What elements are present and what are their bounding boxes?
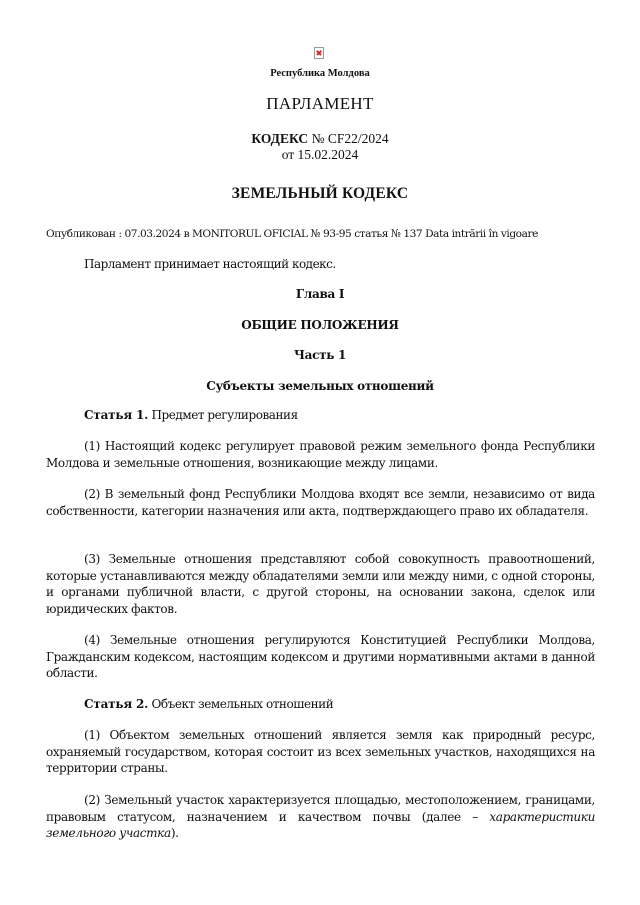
article-2-title: Объект земельных отношений — [151, 697, 334, 711]
article-1-paragraph-2: (2) В земельный фонд Республики Молдова входят все земли, независимо от вида собственности, категории назначения или акта, подтверждающего право их обладателя. — [46, 487, 595, 518]
article-2-paragraph-2-end: ). — [170, 826, 179, 840]
intro-sentence: Парламент принимает настоящий кодекс. — [84, 257, 336, 271]
country-name: Республика Молдова — [270, 68, 370, 79]
article-1-paragraph-4: (4) Земельные отношения регулируются Конституцией Республики Молдова, Гражданским кодексом, настоящим кодексом и другими нормативными актами в данной области. — [46, 633, 595, 680]
article-1-heading — [84, 408, 298, 422]
code-date: от 15.02.2024 — [281, 147, 359, 162]
article-1-title: Предмет регулирования — [151, 408, 298, 422]
code-number: № CF22/2024 — [311, 131, 389, 146]
article-1-label: Статья 1. — [84, 408, 149, 422]
document-title: ЗЕМЕЛЬНЫЙ КОДЕКС — [231, 185, 409, 202]
article-1-paragraph-3: (3) Земельные отношения представляют собой совокупность правоотношений, которые устанавливаются между обладателями земли или между ними, с одной стороны, и органами публичной власти, с другой стороны, на основании закона, сделок или юридических фактов. — [46, 552, 595, 616]
article-1-paragraph-1: (1) Настоящий кодекс регулирует правовой режим земельного фонда Республики Молдова и земельные отношения, возникающие между лицами. — [46, 439, 595, 470]
part-title: Субъекты земельных отношений — [206, 379, 434, 393]
code-label: КОДЕКС — [251, 131, 309, 146]
issuer-name: ПАРЛАМЕНТ — [266, 94, 374, 113]
part-heading: Часть 1 — [293, 348, 347, 362]
article-2-paragraph-2-text: (2) Земельный участок характеризуется площадью, местоположением, границами, правовым статусом, назначением и качеством почвы (далее – — [46, 793, 595, 824]
chapter-title: ОБЩИЕ ПОЛОЖЕНИЯ — [241, 318, 399, 332]
chapter-heading: Глава I — [295, 287, 345, 301]
broken-image-icon — [314, 47, 324, 59]
code-number-block — [0, 131, 640, 163]
article-2-heading — [84, 697, 333, 711]
code-number-line — [0, 131, 640, 147]
article-2-label: Статья 2. — [84, 697, 149, 711]
publication-info: Опубликован : 07.03.2024 в MONITORUL OFICIAL № 93-95 статья № 137 Data intrării în vigoare — [46, 228, 538, 240]
article-2-paragraph-2 — [46, 792, 595, 842]
article-2-paragraph-2-italic-term: характеристики земельного участка — [46, 809, 595, 840]
article-2-paragraph-1: (1) Объектом земельных отношений является земля как природный ресурс, охраняемый государством, которая состоит из всех земельных участков, находящихся на территории страны. — [46, 728, 595, 775]
